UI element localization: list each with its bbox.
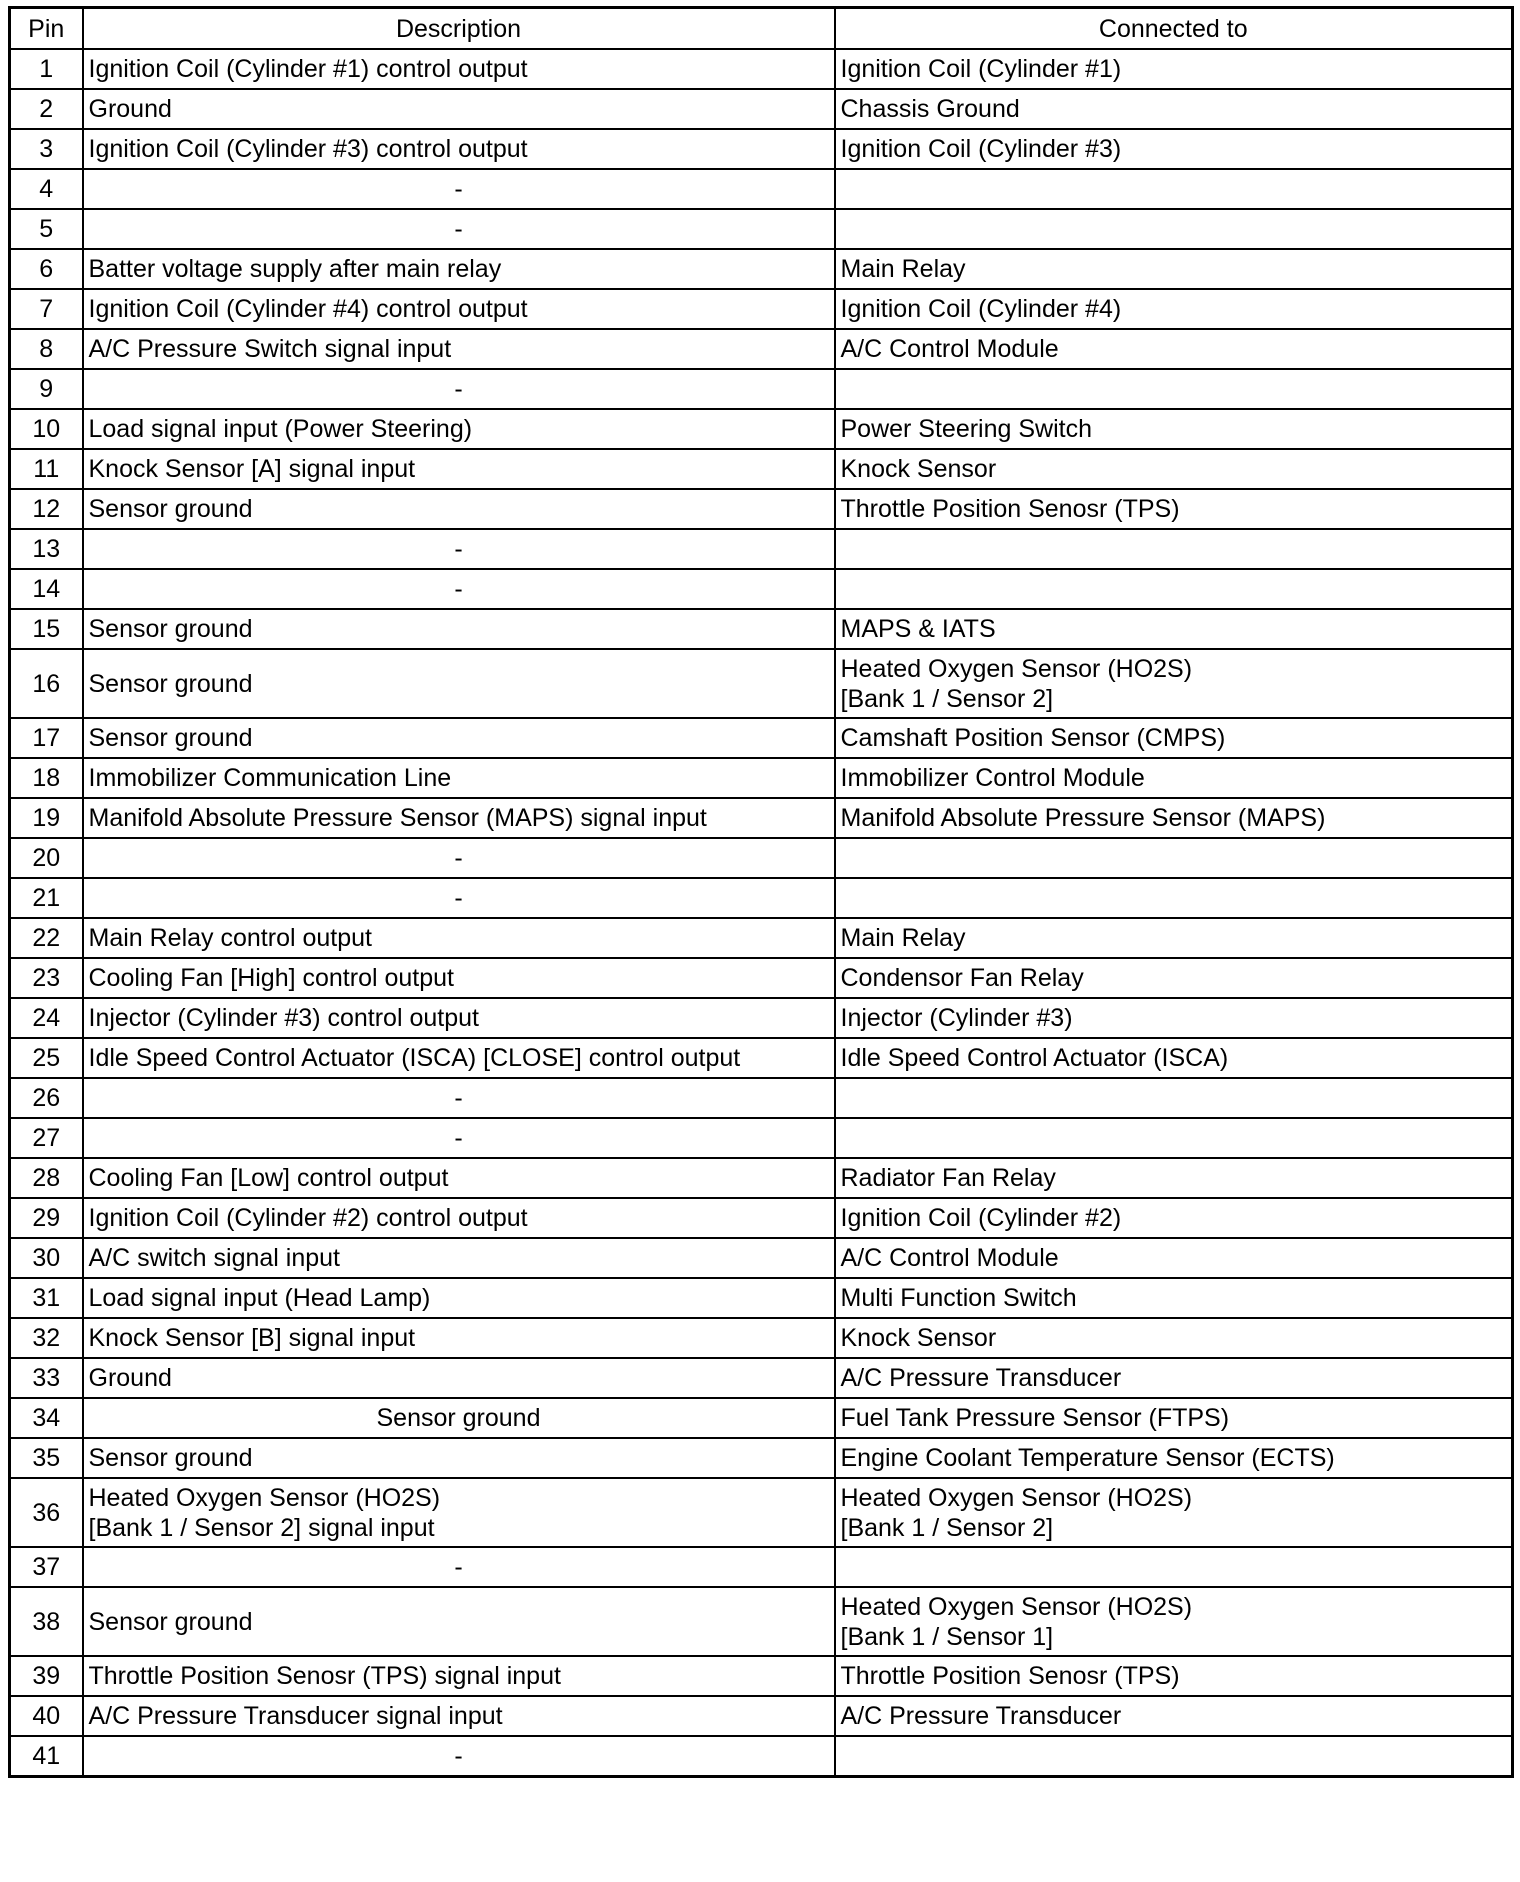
pin-description: Injector (Cylinder #3) control output [83,998,835,1038]
pin-description: Immobilizer Communication Line [83,758,835,798]
table-row [10,1358,1513,1398]
pin-description: Knock Sensor [A] signal input [83,449,835,489]
pin-description: A/C Pressure Switch signal input [83,329,835,369]
pin-number: 18 [10,758,83,798]
pin-connected-to: Throttle Position Senosr (TPS) [835,489,1513,529]
pin-connected-to [835,169,1513,209]
pin-description: Ignition Coil (Cylinder #3) control output [83,129,835,169]
pin-number: 24 [10,998,83,1038]
pin-number: 41 [10,1736,83,1777]
pin-connected-to: Engine Coolant Temperature Sensor (ECTS) [835,1438,1513,1478]
pin-number: 11 [10,449,83,489]
pin-description: - [83,878,835,918]
table-row [10,1198,1513,1238]
pin-connected-to: Heated Oxygen Sensor (HO2S) [Bank 1 / Sensor 2] [835,649,1513,718]
pin-connected-to [835,209,1513,249]
header-description: Description [83,8,835,50]
table-row [10,958,1513,998]
pin-description: - [83,1736,835,1777]
pin-number: 33 [10,1358,83,1398]
pin-description: Ignition Coil (Cylinder #4) control output [83,289,835,329]
pin-number: 6 [10,249,83,289]
pin-connected-to [835,1078,1513,1118]
table-row [10,1398,1513,1438]
pin-number: 29 [10,1198,83,1238]
pin-number: 2 [10,89,83,129]
header-pin: Pin [10,8,83,50]
pin-connected-to: Camshaft Position Sensor (CMPS) [835,718,1513,758]
pin-connected-to: Immobilizer Control Module [835,758,1513,798]
pin-description: Sensor ground [83,489,835,529]
pin-connected-to [835,838,1513,878]
table-row [10,998,1513,1038]
pin-description: Knock Sensor [B] signal input [83,1318,835,1358]
table-row [10,1547,1513,1587]
table-row [10,758,1513,798]
pin-connected-to [835,1736,1513,1777]
pin-connected-to [835,878,1513,918]
pin-description: Idle Speed Control Actuator (ISCA) [CLOSE] control output [83,1038,835,1078]
pin-description: Sensor ground [83,1398,835,1438]
pin-description: - [83,209,835,249]
table-row [10,369,1513,409]
table-row [10,649,1513,718]
pin-description: A/C Pressure Transducer signal input [83,1696,835,1736]
pin-description: - [83,1547,835,1587]
pin-description: - [83,169,835,209]
table-row [10,1038,1513,1078]
table-row [10,49,1513,89]
pin-description: Heated Oxygen Sensor (HO2S) [Bank 1 / Sensor 2] signal input [83,1478,835,1547]
pin-number: 4 [10,169,83,209]
pin-connected-to: Chassis Ground [835,89,1513,129]
pin-connected-to: Main Relay [835,249,1513,289]
pin-connected-to: Idle Speed Control Actuator (ISCA) [835,1038,1513,1078]
pin-connected-to: A/C Control Module [835,1238,1513,1278]
pin-connected-to [835,369,1513,409]
pin-number: 26 [10,1078,83,1118]
pin-number: 15 [10,609,83,649]
header-row [10,8,1513,50]
pin-connected-to: Ignition Coil (Cylinder #2) [835,1198,1513,1238]
pin-number: 35 [10,1438,83,1478]
pin-number: 12 [10,489,83,529]
pin-connected-to: Knock Sensor [835,1318,1513,1358]
pin-description: Sensor ground [83,609,835,649]
table-row [10,1478,1513,1547]
table-row [10,169,1513,209]
pin-connected-to [835,569,1513,609]
pin-number: 40 [10,1696,83,1736]
table-row [10,1118,1513,1158]
pin-number: 9 [10,369,83,409]
pin-description: Batter voltage supply after main relay [83,249,835,289]
pin-description: Ground [83,1358,835,1398]
pin-description: - [83,569,835,609]
pin-description: Cooling Fan [Low] control output [83,1158,835,1198]
pin-connected-to: A/C Pressure Transducer [835,1696,1513,1736]
table-row [10,878,1513,918]
table-row [10,209,1513,249]
table-row [10,489,1513,529]
table-row [10,1696,1513,1736]
table-body [10,49,1513,1777]
table-row [10,129,1513,169]
pin-number: 8 [10,329,83,369]
pin-connected-to: Radiator Fan Relay [835,1158,1513,1198]
table-row [10,718,1513,758]
pin-connected-to: Ignition Coil (Cylinder #1) [835,49,1513,89]
pin-description: - [83,529,835,569]
pin-connected-to: Heated Oxygen Sensor (HO2S) [Bank 1 / Sensor 1] [835,1587,1513,1656]
pin-number: 37 [10,1547,83,1587]
table-row [10,798,1513,838]
pin-number: 25 [10,1038,83,1078]
table-row [10,329,1513,369]
pin-description: Sensor ground [83,718,835,758]
pin-connected-to [835,1547,1513,1587]
pin-number: 30 [10,1238,83,1278]
pin-connected-to: Condensor Fan Relay [835,958,1513,998]
table-row [10,89,1513,129]
table-row [10,1656,1513,1696]
pin-number: 20 [10,838,83,878]
pin-number: 16 [10,649,83,718]
pin-connected-to: Ignition Coil (Cylinder #4) [835,289,1513,329]
pin-connected-to: Knock Sensor [835,449,1513,489]
header-connected-to: Connected to [835,8,1513,50]
pin-connected-to: Ignition Coil (Cylinder #3) [835,129,1513,169]
table-row [10,449,1513,489]
pin-connected-to: Multi Function Switch [835,1278,1513,1318]
pin-description: Cooling Fan [High] control output [83,958,835,998]
pin-description: - [83,838,835,878]
table-row [10,918,1513,958]
pin-description: Ground [83,89,835,129]
pin-number: 5 [10,209,83,249]
pin-description: A/C switch signal input [83,1238,835,1278]
pin-number: 14 [10,569,83,609]
pin-connected-to: MAPS & IATS [835,609,1513,649]
pin-number: 34 [10,1398,83,1438]
pin-number: 1 [10,49,83,89]
pin-connected-to: Fuel Tank Pressure Sensor (FTPS) [835,1398,1513,1438]
table-row [10,1078,1513,1118]
pin-description: Sensor ground [83,649,835,718]
pin-number: 22 [10,918,83,958]
pin-connected-to: A/C Pressure Transducer [835,1358,1513,1398]
pin-connected-to: A/C Control Module [835,329,1513,369]
pin-description: Main Relay control output [83,918,835,958]
pin-number: 36 [10,1478,83,1547]
pin-number: 3 [10,129,83,169]
pin-description: - [83,1118,835,1158]
table-row [10,1158,1513,1198]
pin-description: Manifold Absolute Pressure Sensor (MAPS) signal input [83,798,835,838]
pin-description: Sensor ground [83,1438,835,1478]
pin-connected-to: Injector (Cylinder #3) [835,998,1513,1038]
pin-number: 38 [10,1587,83,1656]
table-row [10,609,1513,649]
pin-number: 31 [10,1278,83,1318]
pin-description: Sensor ground [83,1587,835,1656]
pin-number: 32 [10,1318,83,1358]
pin-connected-to: Manifold Absolute Pressure Sensor (MAPS) [835,798,1513,838]
table-row [10,1238,1513,1278]
pin-connected-to: Heated Oxygen Sensor (HO2S) [Bank 1 / Sensor 2] [835,1478,1513,1547]
pin-number: 17 [10,718,83,758]
table-row [10,569,1513,609]
pin-number: 10 [10,409,83,449]
table-row [10,1318,1513,1358]
pin-description: - [83,369,835,409]
pin-number: 23 [10,958,83,998]
pin-connected-to: Throttle Position Senosr (TPS) [835,1656,1513,1696]
table-row [10,529,1513,569]
pin-number: 28 [10,1158,83,1198]
table-row [10,838,1513,878]
pin-connected-to: Main Relay [835,918,1513,958]
pin-description: - [83,1078,835,1118]
pin-table [8,6,1514,1778]
pin-connected-to: Power Steering Switch [835,409,1513,449]
pin-description: Load signal input (Power Steering) [83,409,835,449]
pin-number: 21 [10,878,83,918]
pin-description: Load signal input (Head Lamp) [83,1278,835,1318]
table-row [10,409,1513,449]
pin-description: Ignition Coil (Cylinder #2) control output [83,1198,835,1238]
pin-number: 7 [10,289,83,329]
pin-description: Ignition Coil (Cylinder #1) control output [83,49,835,89]
pin-number: 19 [10,798,83,838]
pin-number: 27 [10,1118,83,1158]
table-row [10,1438,1513,1478]
table-row [10,289,1513,329]
pin-description: Throttle Position Senosr (TPS) signal input [83,1656,835,1696]
pin-number: 13 [10,529,83,569]
table-row [10,1587,1513,1656]
table-row [10,1736,1513,1777]
pin-connected-to [835,529,1513,569]
pin-connected-to [835,1118,1513,1158]
pin-number: 39 [10,1656,83,1696]
table-row [10,249,1513,289]
table-row [10,1278,1513,1318]
